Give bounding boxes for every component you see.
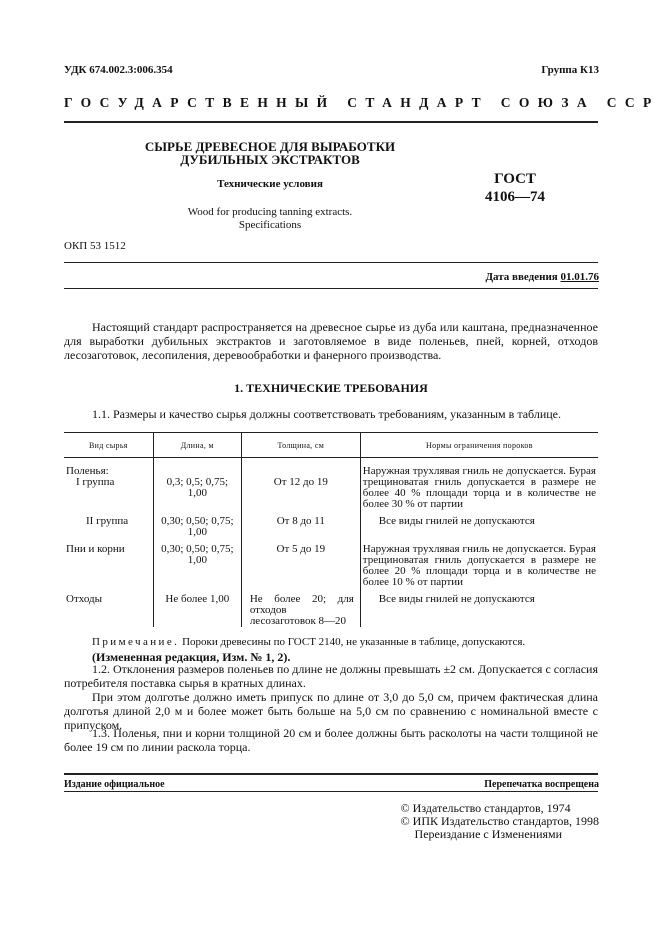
- type-line-2: I группа: [76, 476, 115, 488]
- cell-defects: Наружная трухлявая гниль не допускается. Бурая трещиноватая гниль допускается в размере не более 40 % площади торца и в количестве не более 30 % от партии: [360, 458, 598, 511]
- introduction-date: [485, 271, 599, 283]
- cell-thickness: Не более 20; для отходов лесозаготовок 8—20: [241, 588, 360, 627]
- thickness-value: От 12 до 19: [273, 476, 328, 488]
- title-line-2: ДУБИЛЬНЫХ ЭКСТРАКТОВ: [180, 152, 360, 167]
- gost-designation: [470, 170, 560, 206]
- reissue-line: Переиздание с Изменениями: [414, 827, 563, 841]
- table-row: [64, 588, 598, 627]
- header-defects: Нормы ограничения пороков: [360, 433, 598, 458]
- note-text: Пороки древесины по ГОСТ 2140, не указанные в таблице, допускаются.: [182, 636, 526, 648]
- table-row: [64, 458, 598, 511]
- section-heading: 1. ТЕХНИЧЕСКИЕ ТРЕБОВАНИЯ: [234, 381, 428, 395]
- okp-code: ОКП 53 1512: [64, 240, 126, 252]
- table-row: [64, 538, 598, 588]
- gost-name: ГОСТ: [494, 171, 536, 187]
- date-value: 01.01.76: [560, 271, 599, 283]
- date-label: Дата введения: [485, 271, 558, 283]
- revision-note: (Измененная редакция, Изм. № 1, 2).: [92, 650, 291, 664]
- table-row: [64, 510, 598, 538]
- type-line-2: II группа: [86, 515, 129, 527]
- date-underline-rule: [64, 288, 598, 289]
- cell-length: [153, 458, 241, 511]
- clause-1-3: 1.3. Поленья, пни и корни толщиной 20 см и более должны быть расколоты на части толщиной не более 19 см по линии раскола торца.: [64, 726, 598, 754]
- intro-paragraph: Настоящий стандарт распространяется на древесное сырье из дуба или каштана, предназначенное для выработки дубильных экстрактов и заготовляемое в виде поленьев, пней, корней, отходов лесозаготовок, лесопиления, деревообработки и фанерного производства.: [64, 320, 598, 362]
- header-length: Длина, м: [153, 433, 241, 458]
- cell-length: 0,30; 0,50; 0,75; 1,00: [153, 538, 241, 588]
- clause-1-1: 1.1. Размеры и качество сырья должны соответствовать требованиям, указанным в таблице.: [92, 407, 561, 421]
- footer-rule: [64, 773, 598, 775]
- official-edition-label: Издание официальное: [64, 779, 165, 790]
- title-line-1: СЫРЬЕ ДРЕВЕСНОЕ ДЛЯ ВЫРАБОТКИ: [144, 139, 396, 154]
- udk-code: УДК 674.002.3:006.354: [64, 64, 173, 76]
- clause-1-2-continued: При этом долготье должно иметь припуск по длине от 3,0 до 5,0 см, причем фактическая длина долготья длиной 2,0 м и более может быть больше на 5,0 см по сравнению с номинальной вместе с припуском.: [64, 690, 598, 732]
- date-rule: [64, 262, 598, 263]
- cell-thickness: От 8 до 11: [241, 510, 360, 538]
- cell-type: Отходы: [66, 593, 103, 605]
- cell-defects: Все виды гнилей не допускаются: [360, 588, 598, 627]
- length-value: 0,3; 0,5; 0,75; 1,00: [166, 476, 229, 499]
- copyright-line-1: © Издательство стандартов, 1974: [400, 801, 571, 815]
- cell-type: Пни и корни: [66, 543, 125, 555]
- group-code: Группа К13: [541, 64, 599, 76]
- header-thickness: Толщина, см: [241, 433, 360, 458]
- cell-type: [64, 510, 153, 538]
- top-rule: [64, 121, 598, 123]
- standard-heading: ГОСУДАРСТВЕННЫЙ СТАНДАРТ СОЮЗА ССР: [64, 95, 660, 110]
- cell-type: [64, 458, 153, 511]
- gost-number: 4106—74: [485, 189, 545, 205]
- cell-thickness: От 5 до 19: [241, 538, 360, 588]
- cell-length: Не более 1,00: [153, 588, 241, 627]
- english-title-line-1: Wood for producing tanning extracts.: [187, 206, 353, 218]
- reprint-prohibited-label: Перепечатка воспрещена: [484, 779, 599, 790]
- english-title: [120, 206, 420, 232]
- table-header-row: [64, 433, 598, 458]
- copyright-block: [401, 802, 599, 841]
- document-subtitle: Технические условия: [217, 178, 323, 190]
- type-line-1: Поленья:: [66, 465, 109, 477]
- cell-thickness: [241, 458, 360, 511]
- cell-defects: Все виды гнилей не допускаются: [360, 510, 598, 538]
- requirements-table: [64, 432, 598, 627]
- header-type: Вид сырья: [64, 433, 153, 458]
- table-note: [92, 636, 602, 648]
- clause-1-2: 1.2. Отклонения размеров поленьев по длине не должны превышать ±2 см. Допускается с согласия потребителя поставка сырья в кратных длинах.: [64, 662, 598, 690]
- note-label: Примечание.: [92, 636, 180, 648]
- document-title: [120, 140, 420, 166]
- footer-bottom-rule: [64, 791, 598, 792]
- cell-length: 0,30; 0,50; 0,75; 1,00: [153, 510, 241, 538]
- english-title-line-2: Specifications: [238, 219, 302, 231]
- cell-defects: Наружная трухлявая гниль не допускается. Бурая трещиноватая гниль допускается в размере не более 20 % площади торца и в количестве не более 10 % от партии: [360, 538, 598, 588]
- copyright-line-2: © ИПК Издательство стандартов, 1998: [400, 814, 599, 828]
